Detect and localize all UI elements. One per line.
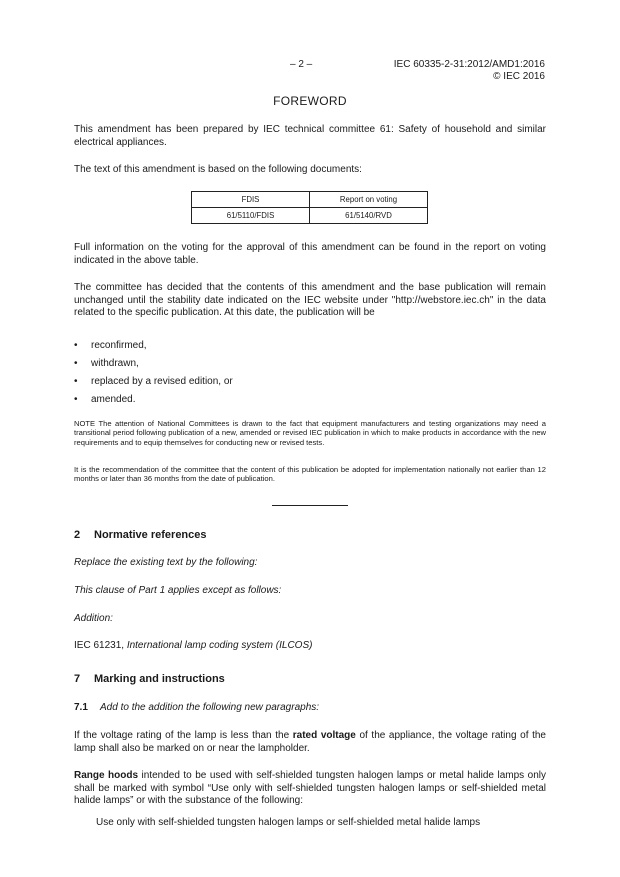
section-2-heading — [74, 529, 207, 541]
lamp-voltage-paragraph: If the voltage rating of the lamp is less than the rated voltage of the appliance, the voltage rating of the lamp shall also be marked on or near the lampholder. — [74, 730, 546, 754]
voting-documents-table — [191, 191, 428, 224]
document-id: IEC 60335-2-31:2012/AMD1:2016 — [393, 59, 545, 70]
subclause-7-1 — [74, 702, 319, 713]
table-header-cell: FDIS — [192, 192, 310, 208]
table-header-cell: Report on voting — [310, 192, 428, 208]
copyright-notice: © IEC 2016 — [493, 71, 545, 82]
marking-text: Use only with self-shielded tungsten halogen lamps or self-shielded metal halide lamps — [96, 817, 481, 828]
bullet-icon: • — [74, 376, 78, 387]
section-title: Normative references — [94, 529, 207, 541]
table-row — [192, 208, 428, 224]
reference-title: International lamp coding system (ILCOS) — [126, 640, 313, 651]
subclause-instruction: Add to the addition the following new paragraphs: — [100, 702, 320, 713]
note-paragraph: NOTE The attention of National Committees is drawn to the fact that equipment manufacturers and testing organizations may need a transitional period following publication of a new, amended or revised IEC publication in which to make products in accordance with the new requirements and to equip themselves for conducting new or revised tests. — [74, 419, 546, 447]
addition-label: Addition: — [74, 613, 113, 624]
applies-instruction: This clause of Part 1 applies except as follows: — [74, 585, 282, 596]
bullet-icon: • — [74, 358, 78, 369]
foreword-paragraph-2: The text of this amendment is based on the following documents: — [74, 164, 362, 175]
bullet-icon: • — [74, 394, 78, 405]
replace-instruction: Replace the existing text by the following: — [74, 557, 258, 568]
bullet-icon: • — [74, 340, 78, 351]
section-divider — [272, 505, 348, 506]
table-header-row — [192, 192, 428, 208]
section-title: Marking and instructions — [94, 673, 225, 685]
table-cell: 61/5110/FDIS — [192, 208, 310, 224]
foreword-paragraph-4: The committee has decided that the contents of this amendment and the base publication will remain unchanged until the stability date indicated on the IEC website under "http://webstore.iec.ch" in the data related to the specific publication. At this date, the publication will be — [74, 282, 546, 318]
recommendation-paragraph: It is the recommendation of the committee that the content of this publication be adopted for implementation nationally not earlier than 12 months or later than 36 months from the date of publication. — [74, 465, 546, 484]
document-reference — [394, 59, 545, 83]
document-page: – 2 – IEC 60335-2-31:2012/AMD1:2016 © IEC 2016 FOREWORD This amendment has been prepared by IEC technical committee 61: Safety of household and similar electrical appliances. The text of this amendment is based on the following documents: FDIS Report on voting 61/5110/FDIS 61/5140/RVD Full information on the voting for the approval of this amendment can be found in the report on voting indicated in the above table. The committee has decided that the contents of this amendment and the base publication will remain unchanged until the stability date indicated on the IEC website under "http://webstore.iec.ch" in the data related to the specific publication. At this date, the publication will be • reconfirmed, • withdrawn, • replaced by a revised edition, or • amended. NOTE The attention of National Committees is drawn to the fact that equipment manufacturers and testing organizations may need a transitional period following publication of a new, amended or revised IEC publication in which to make products in accordance with the new requirements and to equip themselves for conducting new or revised tests. It is the recommendation of the committee that the content of this publication be adopted for implementation nationally not earlier than 12 months or later than 36 months from the date of publication. 2 Normative references Replace the existing text by the following: This clause of Part 1 applies except as follows: Addition: IEC 61231, International lamp coding system (ILCOS) 7 Marking and instructions 7.1 Add to the addition the following new paragraphs: If the voltage rating of the lamp is less than the rated voltage of the appliance, the voltage rating of the lamp shall also be marked on or near the lampholder. Range hoods intended to be used with self-shielded tungsten halogen lamps or metal halide lamps only shall be marked with symbol “Use only with self-shielded tungsten halogen lamps or self-shielded metal halide lamps” or with the substance of the following: Use only with self-shielded tungsten halogen lamps or self-shielded metal halide lamps — [0, 0, 620, 877]
foreword-title: FOREWORD — [273, 94, 347, 108]
section-number: 2 — [74, 529, 81, 541]
defined-term: Range hoods — [74, 770, 139, 781]
table-cell: 61/5140/RVD — [310, 208, 428, 224]
defined-term: rated voltage — [292, 730, 356, 741]
foreword-paragraph-3: Full information on the voting for the approval of this amendment can be found in the report on voting indicated in the above table. — [74, 242, 546, 266]
normative-reference — [74, 640, 312, 651]
reference-id: IEC 61231, — [74, 640, 127, 651]
foreword-paragraph-1: This amendment has been prepared by IEC technical committee 61: Safety of household and similar electrical appliances. — [74, 124, 546, 148]
page-number: – 2 – — [290, 59, 313, 70]
range-hoods-paragraph: Range hoods intended to be used with self-shielded tungsten halogen lamps or metal halide lamps only shall be marked with symbol “Use only with self-shielded tungsten halogen lamps or self-shielded metal halide lamps” or with the substance of the following: — [74, 770, 546, 806]
section-7-heading — [74, 673, 225, 685]
section-number: 7 — [74, 673, 81, 685]
subclause-number: 7.1 — [74, 702, 88, 713]
